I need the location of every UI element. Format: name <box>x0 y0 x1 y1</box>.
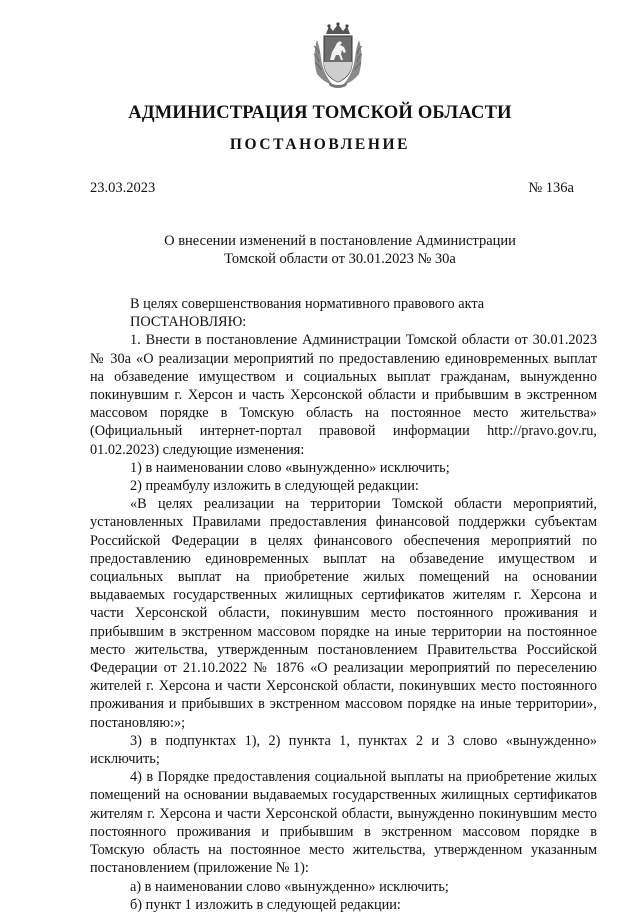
document-type: ПОСТАНОВЛЕНИЕ <box>229 136 411 153</box>
subclause-1: 1) в наименовании слово «вынужденно» исключить; <box>130 459 450 476</box>
subclause-4: 4) в Порядке предоставления социальной выплаты на приобретение жилых помещений на основании выдаваемых государственных жилищных сертификатов жителям г. Херсона и части Херсонской области, вынужденно покинувшим место постоянного проживания и прибывшим в экстренном массовом порядке в Томскую область на постоянное место жительства, утвержденном указанным постановлением (приложение № 1): <box>90 769 597 877</box>
resolve-word: ПОСТАНОВЛЯЮ: <box>130 314 247 331</box>
organization-name: АДМИНИСТРАЦИЯ ТОМСКОЙ ОБЛАСТИ <box>128 103 512 123</box>
document-body <box>90 295 597 914</box>
title-line: О внесении изменений в постановление Администрации <box>164 233 516 249</box>
subclause-2: 2) преамбулу изложить в следующей редакции: <box>130 478 419 495</box>
new-preamble-text: «В целях реализации на территории Томской области мероприятий, установленных Правилами предоставления финансовой поддержки субъектам Российской Федерации в целях финансового обеспечения мероприятий по предоставлению единовременных выплат на обзаведение имуществом и социальных выплат на приобретение жилых помещений на основании выдаваемых государственных жилищных сертификатов жителям г. Херсона и части Херсонской области, покинувшим место постоянного проживания и прибывшим в экстренном массовом порядке на иные территории на постоянное место жительства, утвержденным постановлением Правительства Российской Федерации от 21.10.2022 № 1876 «О реализации мероприятий по переселению жителей г. Херсона и части Херсонской области, покинувших место постоянного проживания и прибывших в экстренном массовом порядке на иные территории», постановляю:»; <box>90 496 597 731</box>
subclause-3: 3) в подпунктах 1), 2) пункта 1, пунктах 2 и 3 слово «вынужденно» исключить; <box>90 732 597 768</box>
document-title <box>150 232 530 268</box>
preamble: В целях совершенствования нормативного правового акта <box>130 296 485 312</box>
coat-of-arms-icon <box>311 22 365 90</box>
subclause-4a: а) в наименовании слово «вынужденно» исключить; <box>130 878 449 895</box>
document-date: 23.03.2023 <box>90 180 156 196</box>
document-number: № 136а <box>528 180 574 196</box>
title-line: Томской области от 30.01.2023 № 30а <box>224 251 456 267</box>
subclause-4b: б) пункт 1 изложить в следующей редакции: <box>130 896 401 913</box>
clause-1: 1. Внести в постановление Администрации Томской области от 30.01.2023 № 30а «О реализации мероприятий по предоставлению единовременных выплат на обзаведение имуществом и социальных выплат гражданам, вынужденно покинувшим г. Херсон и часть Херсонской области и прибывшим в экстренном массовом порядке в Томскую область на постоянное место жительства» (Официальный интернет-портал правовой информации http://pravo.gov.ru, 01.02.2023) следующие изменения: <box>90 332 597 458</box>
